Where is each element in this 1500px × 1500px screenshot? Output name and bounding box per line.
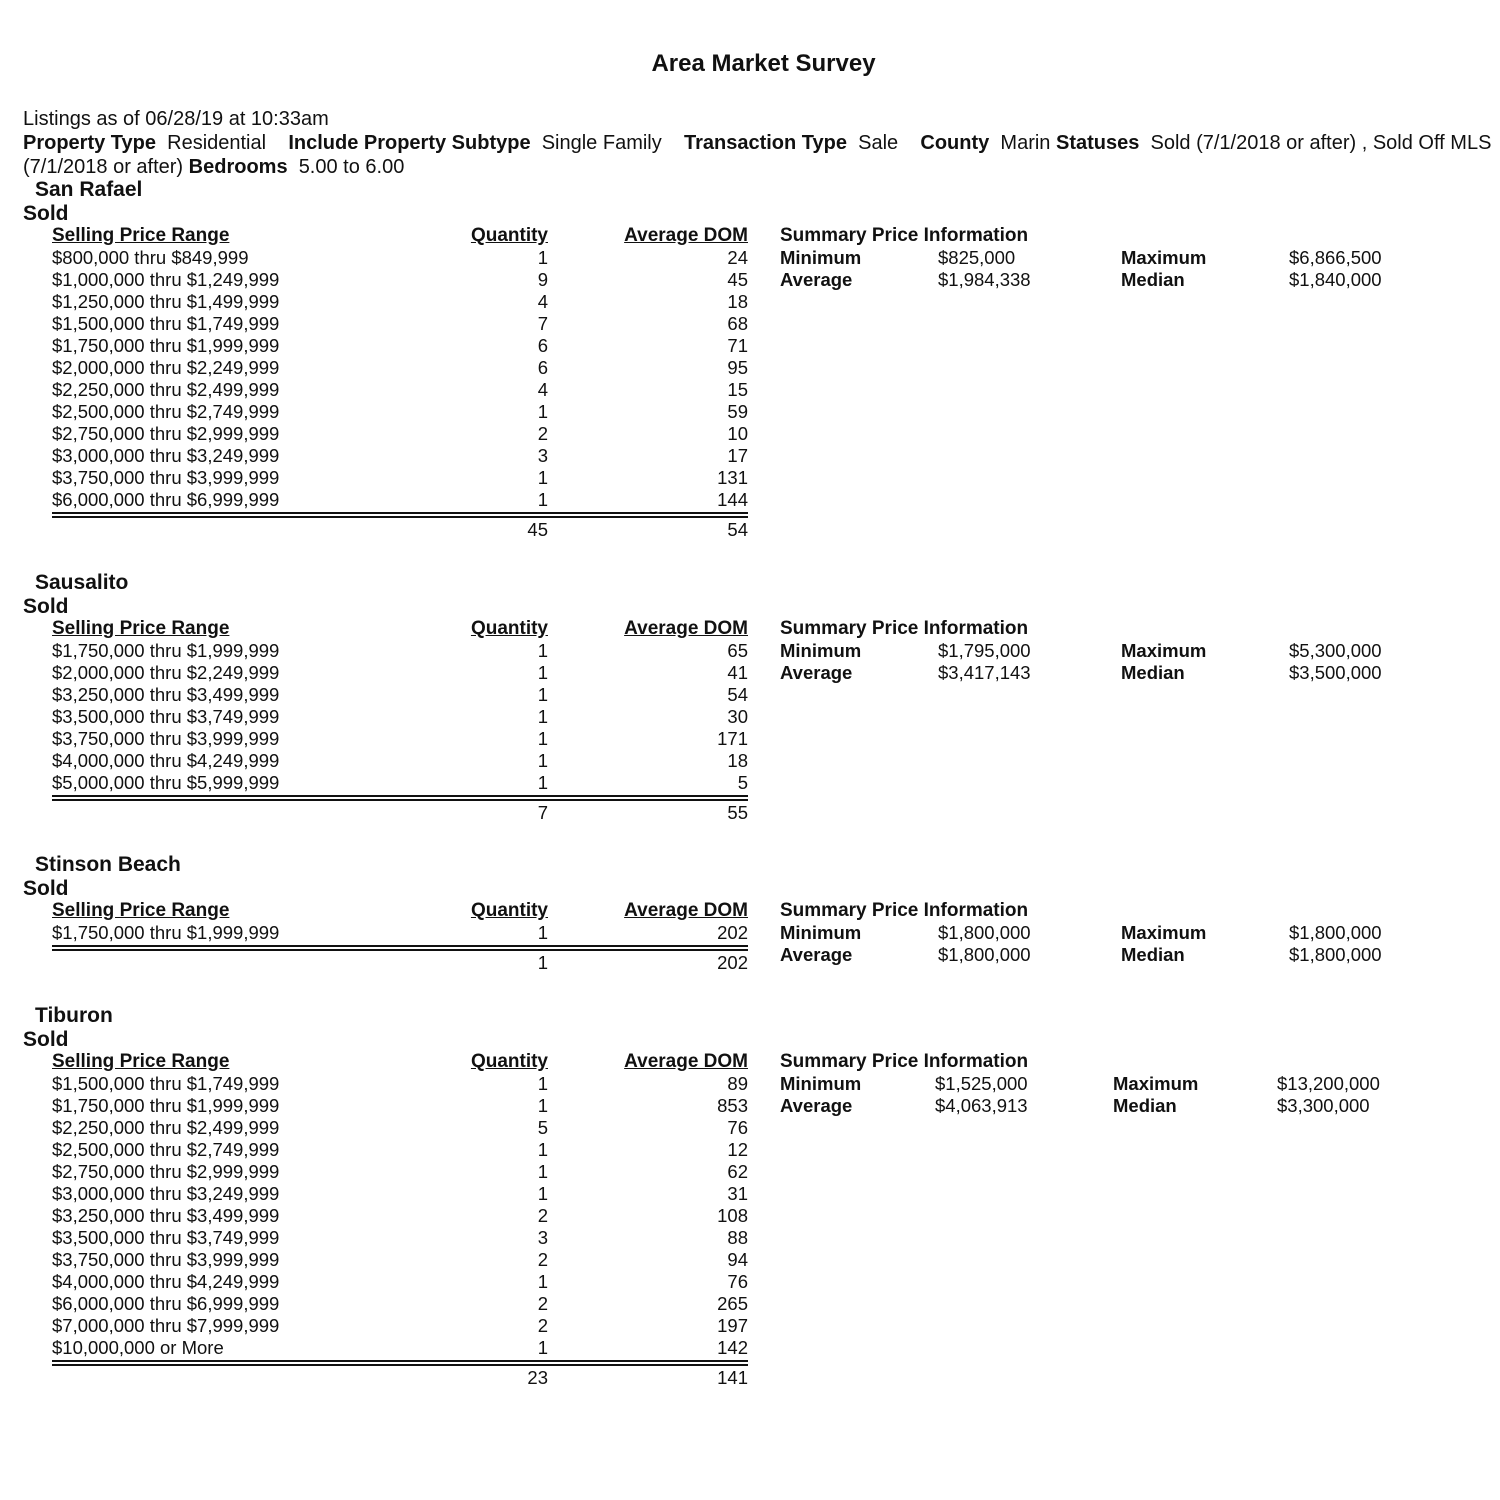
summary-label-median: Median	[1113, 1095, 1177, 1116]
summary-label-avg: Average	[780, 944, 853, 965]
price-range: $2,250,000 thru $2,499,999	[52, 379, 280, 400]
average-dom: 95	[727, 357, 748, 378]
price-range: $3,000,000 thru $3,249,999	[52, 445, 280, 466]
price-range: $2,250,000 thru $2,499,999	[52, 1117, 280, 1138]
price-range: $5,000,000 thru $5,999,999	[52, 772, 280, 793]
table-row	[0, 357, 1500, 379]
property-type-value: Residential	[167, 132, 267, 154]
summary-header: Summary Price Information	[780, 618, 1029, 639]
price-range: $2,500,000 thru $2,749,999	[52, 1139, 280, 1160]
quantity: 1	[537, 706, 548, 727]
summary-value-median: $3,500,000	[1289, 662, 1382, 683]
average-dom: 41	[727, 662, 748, 683]
area-name: Stinson Beach	[35, 853, 181, 876]
quantity: 1	[537, 640, 548, 661]
average-dom: 171	[717, 728, 748, 749]
report-title: Area Market Survey	[651, 50, 876, 77]
price-range: $2,000,000 thru $2,249,999	[52, 662, 280, 683]
price-range: $2,000,000 thru $2,249,999	[52, 357, 280, 378]
table-row	[0, 1161, 1500, 1183]
quantity: 1	[537, 1139, 548, 1160]
table-row	[0, 1249, 1500, 1271]
price-range: $3,750,000 thru $3,999,999	[52, 467, 280, 488]
summary-label-avg: Average	[780, 662, 853, 683]
summary-value-median: $1,800,000	[1289, 944, 1382, 965]
table-row	[0, 1337, 1500, 1359]
total-quantity: 45	[527, 519, 548, 540]
table-row	[0, 1227, 1500, 1249]
summary-value-median: $1,840,000	[1289, 269, 1382, 290]
table-row	[0, 706, 1500, 728]
subtype-label: Include Property Subtype	[288, 132, 531, 154]
total-divider	[52, 795, 748, 801]
quantity: 1	[537, 1183, 548, 1204]
total-quantity: 7	[537, 802, 548, 823]
summary-header: Summary Price Information	[780, 1051, 1029, 1072]
column-header-range: Selling Price Range	[52, 900, 230, 921]
quantity: 1	[537, 750, 548, 771]
total-row	[0, 1367, 1500, 1389]
table-row	[0, 1117, 1500, 1139]
quantity: 7	[537, 313, 548, 334]
property-type-label: Property Type	[23, 132, 156, 154]
quantity: 1	[537, 1095, 548, 1116]
average-dom: 5	[737, 772, 748, 793]
area-name: San Rafael	[35, 178, 143, 201]
average-dom: 15	[727, 379, 748, 400]
column-header-quantity: Quantity	[470, 1051, 548, 1072]
average-dom: 18	[727, 750, 748, 771]
average-dom: 144	[717, 489, 748, 510]
average-dom: 853	[717, 1095, 748, 1116]
table-row	[0, 662, 1500, 684]
summary-label-max: Maximum	[1121, 247, 1207, 268]
quantity: 1	[537, 728, 548, 749]
column-header-average-dom: Average DOM	[624, 225, 748, 246]
price-range: $1,750,000 thru $1,999,999	[52, 335, 280, 356]
quantity: 9	[537, 269, 548, 290]
price-range: $1,750,000 thru $1,999,999	[52, 922, 280, 943]
quantity: 1	[537, 922, 548, 943]
price-range: $2,750,000 thru $2,999,999	[52, 1161, 280, 1182]
average-dom: 18	[727, 291, 748, 312]
subtype-value: Single Family	[541, 132, 662, 154]
quantity: 1	[537, 489, 548, 510]
table-row	[0, 445, 1500, 467]
transaction-value: Sale	[858, 132, 899, 154]
quantity: 6	[537, 357, 548, 378]
average-dom: 10	[727, 423, 748, 444]
column-header-average-dom: Average DOM	[624, 1051, 748, 1072]
quantity: 3	[537, 1227, 548, 1248]
quantity: 3	[537, 445, 548, 466]
table-row	[0, 1271, 1500, 1293]
price-range: $3,750,000 thru $3,999,999	[52, 728, 280, 749]
status-heading: Sold	[23, 1028, 69, 1051]
summary-value-avg: $1,984,338	[938, 269, 1031, 290]
table-row	[0, 269, 1500, 291]
status-heading: Sold	[23, 595, 69, 618]
status-heading: Sold	[23, 202, 69, 225]
column-header-average-dom: Average DOM	[624, 618, 748, 639]
quantity: 1	[537, 1073, 548, 1094]
table-row	[0, 684, 1500, 706]
total-row	[0, 952, 1500, 974]
total-average-dom: 55	[727, 802, 748, 823]
price-range: $6,000,000 thru $6,999,999	[52, 1293, 280, 1314]
total-row	[0, 802, 1500, 824]
price-range: $3,250,000 thru $3,499,999	[52, 684, 280, 705]
summary-value-avg: $1,800,000	[938, 944, 1031, 965]
column-header-range: Selling Price Range	[52, 1051, 230, 1072]
table-row	[0, 1073, 1500, 1095]
summary-value-avg: $3,417,143	[938, 662, 1031, 683]
total-average-dom: 141	[717, 1367, 748, 1388]
summary-value-min: $1,795,000	[938, 640, 1031, 661]
table-row	[0, 489, 1500, 511]
average-dom: 30	[727, 706, 748, 727]
quantity: 6	[537, 335, 548, 356]
average-dom: 94	[727, 1249, 748, 1270]
summary-label-min: Minimum	[780, 640, 862, 661]
average-dom: 12	[727, 1139, 748, 1160]
quantity: 1	[537, 1161, 548, 1182]
summary-label-max: Maximum	[1113, 1073, 1199, 1094]
area-name: Tiburon	[35, 1004, 113, 1027]
table-row	[0, 750, 1500, 772]
quantity: 1	[537, 684, 548, 705]
average-dom: 54	[727, 684, 748, 705]
average-dom: 76	[727, 1117, 748, 1138]
average-dom: 265	[717, 1293, 748, 1314]
average-dom: 59	[727, 401, 748, 422]
quantity: 1	[537, 772, 548, 793]
average-dom: 31	[727, 1183, 748, 1204]
total-divider	[52, 512, 748, 518]
average-dom: 68	[727, 313, 748, 334]
average-dom: 62	[727, 1161, 748, 1182]
statuses-value: Sold (7/1/2018 or after) , Sold Off MLS (7/1/2018 or after)	[23, 132, 1492, 178]
table-row	[0, 335, 1500, 357]
summary-label-max: Maximum	[1121, 640, 1207, 661]
price-range: $10,000,000 or More	[52, 1337, 224, 1358]
column-header-quantity: Quantity	[470, 225, 548, 246]
average-dom: 131	[717, 467, 748, 488]
price-range: $3,500,000 thru $3,749,999	[52, 1227, 280, 1248]
summary-value-max: $5,300,000	[1289, 640, 1382, 661]
total-divider	[52, 1360, 748, 1366]
price-range: $3,250,000 thru $3,499,999	[52, 1205, 280, 1226]
average-dom: 202	[717, 922, 748, 943]
average-dom: 197	[717, 1315, 748, 1336]
statuses-label: Statuses	[1055, 132, 1140, 154]
price-range: $4,000,000 thru $4,249,999	[52, 750, 280, 771]
summary-value-max: $1,800,000	[1289, 922, 1382, 943]
price-range: $2,500,000 thru $2,749,999	[52, 401, 280, 422]
listings-as-of: Listings as of 06/28/19 at 10:33am	[23, 108, 329, 130]
quantity: 4	[537, 291, 548, 312]
table-row	[0, 922, 1500, 944]
quantity: 1	[537, 467, 548, 488]
summary-value-max: $6,866,500	[1289, 247, 1382, 268]
table-row	[0, 379, 1500, 401]
average-dom: 45	[727, 269, 748, 290]
summary-value-max: $13,200,000	[1277, 1073, 1380, 1094]
summary-label-avg: Average	[780, 269, 853, 290]
average-dom: 65	[727, 640, 748, 661]
summary-value-median: $3,300,000	[1277, 1095, 1370, 1116]
table-row	[0, 728, 1500, 750]
table-row	[0, 247, 1500, 269]
average-dom: 108	[717, 1205, 748, 1226]
quantity: 1	[537, 1337, 548, 1358]
price-range: $1,000,000 thru $1,249,999	[52, 269, 280, 290]
price-range: $1,750,000 thru $1,999,999	[52, 640, 280, 661]
table-row	[0, 1095, 1500, 1117]
table-row	[0, 1139, 1500, 1161]
summary-header: Summary Price Information	[780, 225, 1029, 246]
summary-value-min: $825,000	[938, 247, 1016, 268]
bedrooms-label: Bedrooms	[188, 156, 288, 178]
average-dom: 71	[727, 335, 748, 356]
average-dom: 142	[717, 1337, 748, 1358]
table-row	[0, 291, 1500, 313]
table-row	[0, 640, 1500, 662]
table-row	[0, 1205, 1500, 1227]
transaction-label: Transaction Type	[683, 132, 847, 154]
table-row	[0, 1293, 1500, 1315]
price-range: $3,500,000 thru $3,749,999	[52, 706, 280, 727]
price-range: $1,500,000 thru $1,749,999	[52, 313, 280, 334]
column-header-quantity: Quantity	[470, 618, 548, 639]
average-dom: 88	[727, 1227, 748, 1248]
summary-label-median: Median	[1121, 944, 1185, 965]
quantity: 1	[537, 662, 548, 683]
table-row	[0, 467, 1500, 489]
column-header-range: Selling Price Range	[52, 225, 230, 246]
summary-label-avg: Average	[780, 1095, 853, 1116]
search-criteria	[23, 107, 1493, 179]
county-label: County	[920, 132, 990, 154]
average-dom: 76	[727, 1271, 748, 1292]
quantity: 1	[537, 247, 548, 268]
quantity: 1	[537, 1271, 548, 1292]
table-row	[0, 772, 1500, 794]
summary-label-median: Median	[1121, 269, 1185, 290]
quantity: 5	[537, 1117, 548, 1138]
quantity: 2	[537, 1205, 548, 1226]
price-range: $4,000,000 thru $4,249,999	[52, 1271, 280, 1292]
table-row	[0, 313, 1500, 335]
quantity: 4	[537, 379, 548, 400]
total-row	[0, 519, 1500, 541]
summary-value-avg: $4,063,913	[935, 1095, 1028, 1116]
summary-label-min: Minimum	[780, 1073, 862, 1094]
price-range: $6,000,000 thru $6,999,999	[52, 489, 280, 510]
table-row	[0, 1315, 1500, 1337]
table-row	[0, 401, 1500, 423]
summary-label-min: Minimum	[780, 922, 862, 943]
price-range: $3,000,000 thru $3,249,999	[52, 1183, 280, 1204]
price-range: $2,750,000 thru $2,999,999	[52, 423, 280, 444]
county-value: Marin	[1000, 132, 1051, 154]
total-quantity: 23	[527, 1367, 548, 1388]
total-divider	[52, 945, 748, 951]
area-name: Sausalito	[35, 571, 129, 594]
quantity: 1	[537, 401, 548, 422]
total-quantity: 1	[537, 952, 548, 973]
table-row	[0, 423, 1500, 445]
quantity: 2	[537, 1249, 548, 1270]
quantity: 2	[537, 423, 548, 444]
column-header-quantity: Quantity	[470, 900, 548, 921]
average-dom: 17	[727, 445, 748, 466]
summary-label-min: Minimum	[780, 247, 862, 268]
price-range: $800,000 thru $849,999	[52, 247, 249, 268]
total-average-dom: 202	[717, 952, 748, 973]
total-average-dom: 54	[727, 519, 748, 540]
summary-label-max: Maximum	[1121, 922, 1207, 943]
price-range: $3,750,000 thru $3,999,999	[52, 1249, 280, 1270]
column-header-average-dom: Average DOM	[624, 900, 748, 921]
column-header-range: Selling Price Range	[52, 618, 230, 639]
summary-value-min: $1,800,000	[938, 922, 1031, 943]
price-range: $7,000,000 thru $7,999,999	[52, 1315, 280, 1336]
price-range: $1,250,000 thru $1,499,999	[52, 291, 280, 312]
quantity: 2	[537, 1315, 548, 1336]
status-heading: Sold	[23, 877, 69, 900]
average-dom: 89	[727, 1073, 748, 1094]
average-dom: 24	[727, 247, 748, 268]
bedrooms-value: 5.00 to 6.00	[298, 156, 405, 178]
table-row	[0, 1183, 1500, 1205]
price-range: $1,500,000 thru $1,749,999	[52, 1073, 280, 1094]
summary-header: Summary Price Information	[780, 900, 1029, 921]
summary-label-median: Median	[1121, 662, 1185, 683]
summary-value-min: $1,525,000	[935, 1073, 1028, 1094]
quantity: 2	[537, 1293, 548, 1314]
price-range: $1,750,000 thru $1,999,999	[52, 1095, 280, 1116]
